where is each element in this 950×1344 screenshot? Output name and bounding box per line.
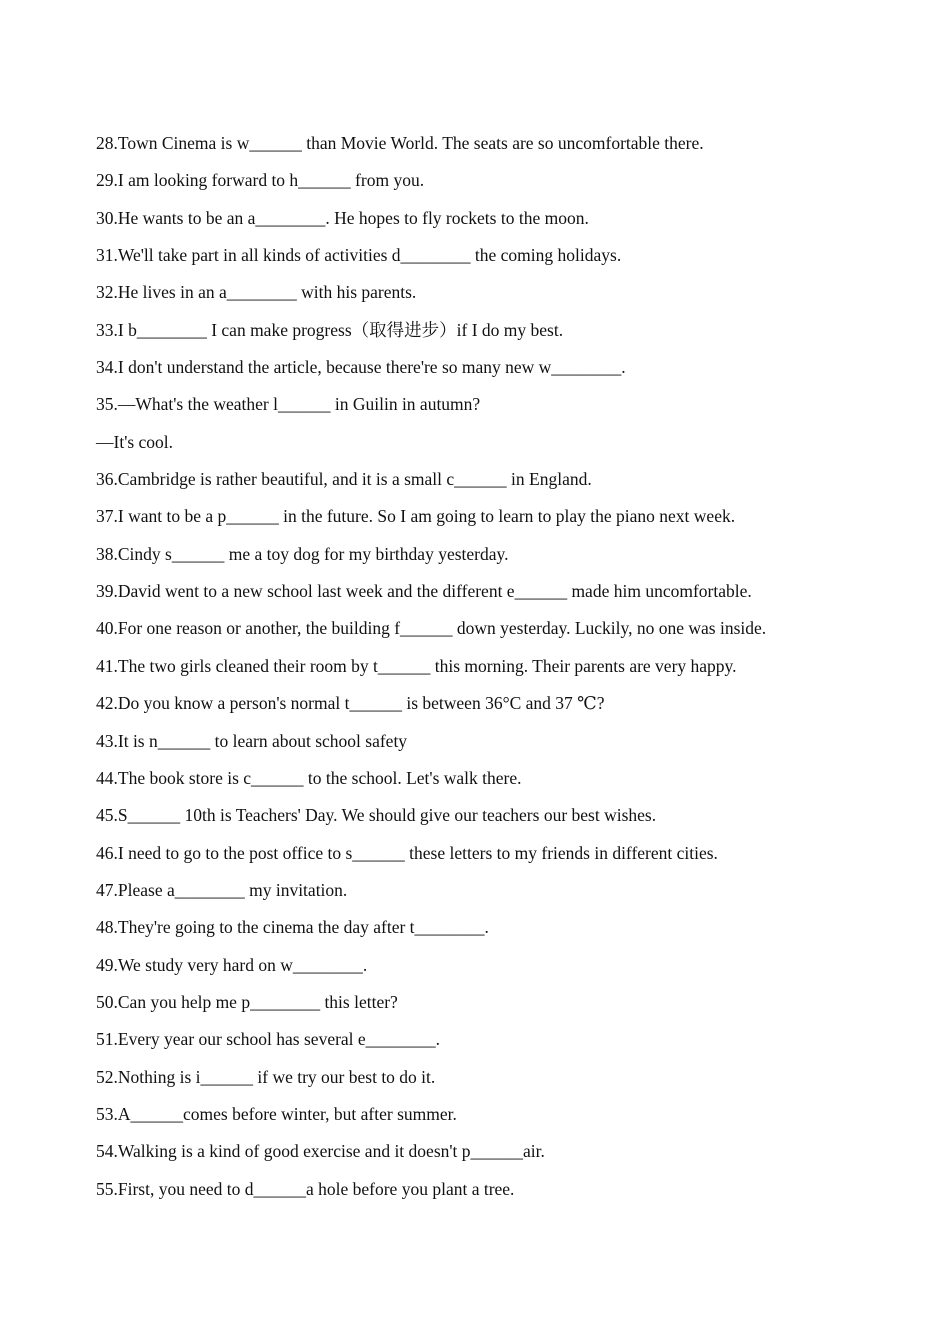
exercise-line: 37.I want to be a p______ in the future. So I am going to learn to play the piano next week. (96, 506, 736, 527)
exercise-line: 36.Cambridge is rather beautiful, and it is a small c______ in England. (96, 469, 592, 490)
exercise-line: 51.Every year our school has several e________. (96, 1029, 441, 1050)
exercise-line: 42.Do you know a person's normal t______ is between 36°C and 37 ℃? (96, 693, 605, 714)
exercise-line: 50.Can you help me p________ this letter? (96, 991, 398, 1012)
exercise-line: 39.David went to a new school last week and the different e______ made him uncomfortable. (96, 581, 752, 602)
exercise-line: 54.Walking is a kind of good exercise and it doesn't p______air. (96, 1141, 545, 1162)
exercise-line: 41.The two girls cleaned their room by t______ this morning. Their parents are very happy. (96, 655, 737, 676)
exercise-line: 40.For one reason or another, the building f______ down yesterday. Luckily, no one was inside. (96, 618, 767, 639)
exercise-line: 52.Nothing is i______ if we try our best to do it. (96, 1066, 436, 1087)
exercise-line: 31.We'll take part in all kinds of activities d________ the coming holidays. (96, 245, 622, 266)
exercise-line: 43.It is n______ to learn about school safety (96, 730, 408, 751)
exercise-line: 38.Cindy s______ me a toy dog for my birthday yesterday. (96, 543, 509, 564)
exercise-list (96, 130, 896, 1213)
exercise-line: 34.I don't understand the article, because there're so many new w________. (96, 357, 626, 378)
exercise-line: 45.S______ 10th is Teachers' Day. We should give our teachers our best wishes. (96, 805, 657, 826)
exercise-line: 32.He lives in an a________ with his parents. (96, 282, 417, 303)
exercise-line: 35.—What's the weather l______ in Guilin in autumn? (96, 394, 481, 415)
exercise-line: 48.They're going to the cinema the day after t________. (96, 917, 489, 938)
exercise-line: 53.A______comes before winter, but after summer. (96, 1103, 457, 1124)
exercise-line: 28.Town Cinema is w______ than Movie World. The seats are so uncomfortable there. (96, 133, 704, 153)
exercise-line: 47.Please a________ my invitation. (96, 879, 348, 900)
exercise-line: 46.I need to go to the post office to s______ these letters to my friends in different cities. (96, 842, 718, 863)
exercise-line: 49.We study very hard on w________. (96, 954, 368, 975)
exercise-line: 30.He wants to be an a________. He hopes to fly rockets to the moon. (96, 207, 589, 228)
exercise-line: 29.I am looking forward to h______ from you. (96, 170, 425, 191)
exercise-line: 33.I b________ I can make progress（取得进步）if I do my best. (96, 319, 564, 340)
answer-line: —It's cool. (96, 431, 174, 452)
exercise-line: 44.The book store is c______ to the school. Let's walk there. (96, 767, 522, 788)
exercise-line: 55.First, you need to d______a hole before you plant a tree. (96, 1178, 515, 1199)
